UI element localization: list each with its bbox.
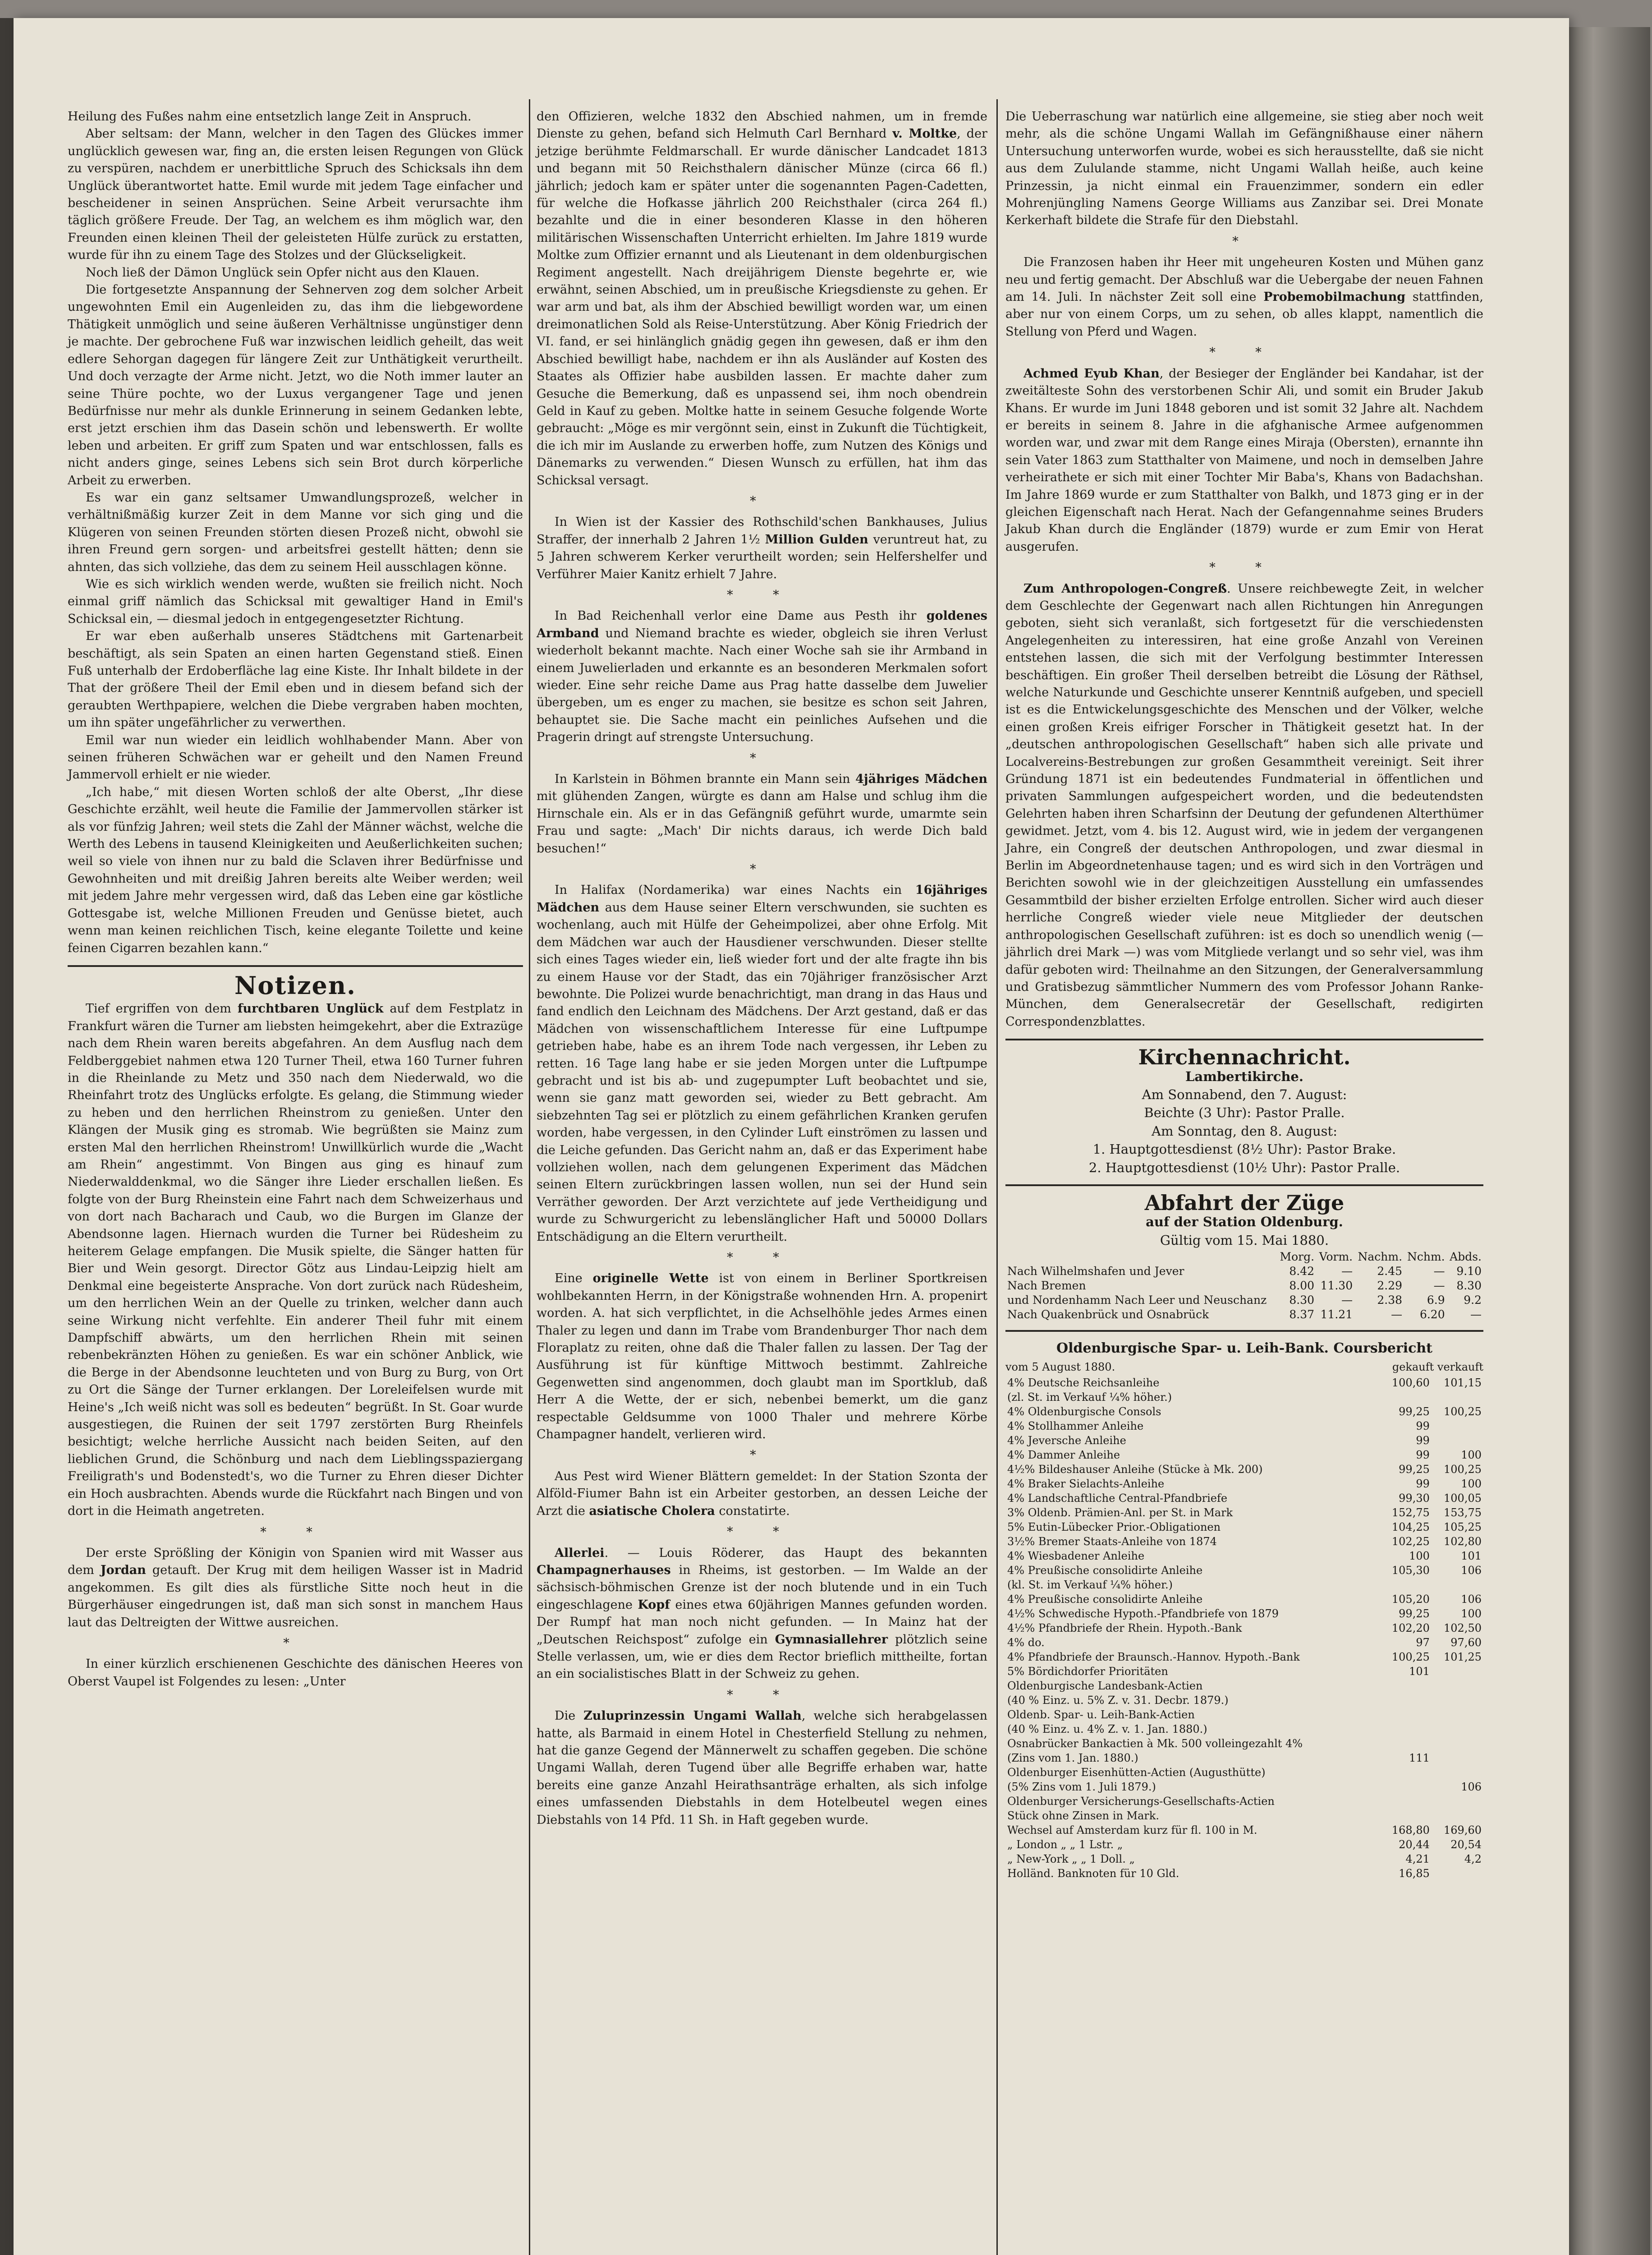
security-name: 4% Wiesbadener Anleihe [1007,1550,1145,1562]
kirchen-line: Am Sonnabend, den 7. August: [1142,1086,1347,1102]
security-name: 4½% Pfandbriefe der Rhein. Hypoth.-Bank [1007,1622,1242,1634]
paragraph: Wie es sich wirklich wenden werde, wußten sie freilich nicht. Noch einmal griff nämlich das Schicksal mit gewaltiger Hand in Emil's Schicksal ein, — diesmal jedoch in entgegengesetzter Richtung. [68,577,523,626]
security-name: (kl. St. im Verkauf ¼% höher.) [1007,1578,1173,1591]
table-row [1005,1679,1483,1693]
buy-price [1380,1707,1432,1722]
time-cell: 2.45 [1377,1265,1403,1278]
paragraph: Noch ließ der Dämon Unglück sein Opfer nicht aus den Klauen. [86,265,480,280]
time-cell: 8.30 [1456,1279,1482,1293]
time-cell: 8.37 [1289,1308,1315,1321]
sell-price: 102,50 [1444,1622,1482,1634]
buy-price: 111 [1409,1752,1430,1764]
security-name: 4% Dammer Anleihe [1007,1449,1120,1461]
page-edge [1569,27,1650,2255]
kirchen-heading: Kirchennachricht. [1138,1045,1351,1070]
table-row [1005,1491,1483,1505]
sell-price [1432,1433,1483,1448]
security-name: 4% Braker Sielachts-Anleihe [1007,1477,1165,1490]
paragraph: Die Zuluprinzessin Ungami Wallah, welche sich herabgelassen hatte, als Barmaid in einem Hotel in Chesterfield Stellung zu nehmen, hat die ganze Gegend der Männerwelt zu schaffen gegeben. Die schöne Ungami Wallah, deren Tugend über alle Begriffe erhaben war, hatte bereits eine ganze Anzahl Heirathsanträge erhalten, als sich infolge eines umfassenden Diebstahls in dem Hotelbeutel wegen eines Diebstahls von 14 Pfd. 11 Sh. in Haft gegeben wurde. [537,1709,987,1827]
security-name: 4% Pfandbriefe der Braunsch.-Hannov. Hypoth.-Bank [1007,1651,1300,1663]
security-name: 4% Stollhammer Anleihe [1007,1420,1144,1432]
buy-price: 4,21 [1405,1853,1430,1865]
table-row [1005,1736,1483,1751]
buy-price: 99 [1416,1477,1430,1490]
security-name: Oldenburgische Landesbank-Actien [1007,1680,1203,1692]
cours-col-header: gekauft verkauft [1392,1360,1483,1373]
paragraph: den Offizieren, welche 1832 den Abschied nahmen, um in fremde Dienste zu gehen, befand sich Helmuth Carl Bernhard v. Moltke, der jetzige berühmte Feldmarschall. Er wurde dänischer Landcadet 1813 und begann mit 50 Reichsthalern dänischer Münze (circa 66 fl.) jährlich; jedoch kam er später unter die sogenannten Pagen-Cadetten, für welche die Hofkasse jährlich 200 Reichsthaler (circa 264 fl.) bezahlte und die in einer besonderen Klasse in den höheren militärischen Wissenschaften Unterricht erhielten. Im Jahre 1819 wurde Moltke zum Offizier ernannt und als Lieutenant in dem oldenburgischen Regiment angestellt. Nach dreijährigem Dienste begehrte er, wie erwähnt, seinen Abschied, um in preußische Kriegsdienste zu gehen. Er war arm und bat, als ihm der Abschied bewilligt worden war, um einen dreimonatlichen Sold als Reise-Unterstützung. Aber König Friedrich der VI. fand, er sei hinlänglich gnädig gegen ihn gewesen, daß er ihm den Abschied bewilligt habe, nachdem er ihn als Ausländer auf Kosten des Staates als Offizier habe ausbilden lassen. Er machte daher zum Gesuche die Bemerkung, daß es unpassend sei, ihm noch obendrein Geld in Kauf zu geben. Moltke hatte in seinem Gesuche folgende Worte gebraucht: „Möge es mir vergönnt sein, einst in Zukunft die Tüchtigkeit, die ich mir im Auslande zu erwerben hoffe, zum Nutzen des Königs und Dänemarks zu verwenden.“ Diesen Wunsch zu erfüllen, hat ihm das Schicksal versagt. [537,110,987,488]
buy-price: 102,25 [1391,1535,1430,1548]
security-name: 4½% Bildeshauser Anleihe (Stücke à Mk. 200) [1007,1463,1263,1476]
table-row [1005,1404,1483,1419]
column-2 [537,108,987,1829]
table-row [1005,1462,1483,1477]
table-row [1005,1390,1483,1404]
paragraph: Eine originelle Wette ist von einem in Berliner Sportkreisen wohlbekannten Herrn, in der Königstraße wohnenden Hrn. A. propenirt worden. A. hat sich verpflichtet, in die Achselhöhle jedes Armes einen Thaler zu legen und dann im Trabe vom Brandenburger Thor nach dem Floraplatz zu reiten, ohne daß die Thaler fallen zu lassen. Der Tag der Ausführung ist für künftige Mittwoch bestimmt. Zahlreiche Gegenwetten sind angenommen, doch glaubt man im Sportklub, daß Herr A die Wette, der er sich, nebenbei bemerkt, um die ganz respectable Geldsumme von 1000 Thaler und mehrere Körbe Champagner handelt, verlieren wird. [537,1271,987,1442]
sell-price: 100,05 [1444,1492,1482,1505]
time-cell: 6.9 [1427,1293,1445,1307]
table-row [1005,1448,1483,1462]
buy-price: 99 [1416,1420,1430,1432]
sell-price: 101 [1461,1550,1482,1562]
table-row [1005,1376,1483,1390]
table-row [1005,1780,1483,1794]
security-name: „ London „ „ 1 Lstr. „ [1007,1838,1123,1851]
buy-price [1380,1722,1432,1736]
table-row [1005,1650,1483,1664]
sell-price [1432,1866,1483,1881]
table-row [1005,1592,1483,1606]
security-name: 5% Bördichdorfer Prioritäten [1007,1665,1168,1678]
time-cell: 8.30 [1289,1293,1315,1307]
buy-price [1380,1578,1432,1592]
cours-heading: Oldenburgische Spar- u. Leih-Bank. Coursbericht [1056,1340,1433,1357]
paragraph: Allerlei. — Louis Röderer, das Haupt des bekannten Champagnerhauses in Rheims, ist gestorben. — Im Walde an der sächsisch-böhmischen Grenze ist der noch blutende und in ein Tuch eingeschlagene Kopf eines etwa 60jährigen Mannes gefunden worden. Der Rumpf hat man noch nicht gefunden. — In Mainz hat der „Deutschen Reichspost“ zufolge ein Gymnasiallehrer plötzlich seine Stelle verlassen, um, wie er dies dem Rector brieflich mittheilte, fortan an ein socialistisches Blatt in der Schweiz zu gehen. [537,1546,988,1681]
table-row [1005,1765,1483,1780]
buy-price [1380,1765,1432,1780]
security-name: 3½% Bremer Staats-Anleihe von 1874 [1007,1535,1217,1548]
binding-gutter [0,18,14,2255]
table-row [1005,1264,1483,1279]
security-name: Stück ohne Zinsen in Mark. [1007,1809,1160,1822]
buy-price: 99 [1416,1434,1430,1447]
time-cell: — [1341,1265,1353,1278]
sell-price [1432,1679,1483,1693]
security-name: 4% Oldenburgische Consols [1007,1405,1161,1418]
table-row [1005,1707,1483,1722]
sell-price [1432,1722,1483,1736]
column-3 [1005,108,1483,1881]
sell-price: 100,25 [1444,1463,1482,1476]
table-row [1005,1477,1483,1491]
buy-price: 100,60 [1391,1376,1430,1389]
paragraph: Tief ergriffen von dem furchtbaren Unglück auf dem Festplatz in Frankfurt wären die Turner am liebsten heimgekehrt, aber die Extrazüge nach dem Rhein waren bereits abgefahren. An dem Ausflug nach dem Feldberggebiet nahmen etwa 120 Turner Theil, etwa 160 Turner fuhren in die Rheinlande zu Metz und 350 nach dem Niederwald, wo die Rheinfahrt trotz des Unglücks erfolgte. Es gelang, die Stimmung wieder zu heben und den herrlichen Rheinstrom zu genießen. Unter den Klängen der Musik ging es stromab. Wie begrüßten sie Mainz zum ersten Mal den herrlichen Rheinstrom! Unwillkürlich wurde die „Wacht am Rhein“ angestimmt. Von Bingen aus ging es hinauf zum Niederwalddenkmal, wo die Sänger ihre Lieder erschallen ließen. Es folgte von der Burg Rheinstein eine Fahrt nach dem Schweizerhaus und von dort nach Bacharach und Caub, wo die Burgen im Glanze der Abendsonne lagen. Hiernach wurden die Turner bei Rüdesheim zu heiterem Gelage empfangen. Die Musik spielte, die Sänger hatten für Bier und Wein gesorgt. Director Götz aus Lindau-Leipzig hielt am Denkmal eine begeisterte Ansprache. Von dort zurück nach Rüdesheim, um den herrlichen Wein an der Quelle zu trinken, welcher dann auch seine Wirkung nicht verfehlte. Ein anderer Theil fuhr mit einem Dampfschiff abwärts, um den herrlichen Rhein mit seinen rebenbekränzten Höhen zu genießen. Es war ein schöner Anblick, wie die Berge in der Abendsonne leuchteten und von Burg zu Burg, von Ort zu Ort die Sänge der Turner erklangen. Der Loreleifelsen wurde mit Heine's „Ich weiß nicht was soll es bedeuten“ begrüßt. In St. Goar wurde ausgestiegen, die Ruinen der seit 1797 zerstörten Burg Rheinfels besichtigt; welche herrliche Aussicht nach beiden Seiten, auf den lieblichen Grund, die Schönburg und nach dem Lieblingsspaziergang Freiligrath's und Bodenstedt's, wo die Turner zu Ehren dieser Dichter ein Hoch ausbrachten. Abends wurde die Rückfahrt nach Bingen und von dort in die Heimath angetreten. [68,1002,523,1519]
time-cell: — [1433,1279,1445,1293]
security-name: 4½% Schwedische Hypoth.-Pfandbriefe von 1879 [1007,1607,1279,1620]
table-row [1005,1293,1483,1307]
table-row [1005,1549,1483,1563]
sell-price: 100 [1461,1477,1482,1490]
buy-price [1380,1390,1432,1404]
time-cell: 8.00 [1289,1279,1315,1293]
time-cell: — [1341,1293,1353,1307]
time-cell: 6.20 [1419,1308,1445,1321]
buy-price: 99,25 [1399,1607,1430,1620]
sell-price [1432,1736,1483,1751]
time-cell: 11.30 [1320,1279,1353,1293]
separator-stars: * * [260,1525,330,1539]
paragraph: Er war eben außerhalb unseres Städtchens mit Gartenarbeit beschäftigt, als sein Spaten an einen harten Gegenstand stieß. Einen Fuß unterhalb der Erdoberfläche lag eine Kiste. Ihr Inhalt bildete in der That der größere Theil der Emil eben und in diesem befand sich der geraubten Werthpapiere, welchen die Diebe vergraben haben mochten, um ihn später ungefährlicher zu verwerthen. [68,629,523,730]
security-name: (40 % Einz. u. 5% Z. v. 31. Decbr. 1879.) [1007,1694,1229,1707]
table-row [1005,1866,1483,1881]
sell-price: 153,75 [1444,1506,1482,1519]
security-name: (5% Zins vom 1. Juli 1879.) [1007,1781,1156,1793]
time-cell: 2.38 [1377,1293,1403,1307]
security-name: 4% Landschaftliche Central-Pfandbriefe [1007,1492,1228,1505]
newspaper-page [14,18,1569,2255]
abfahrt-subheading: auf der Station Oldenburg. [1146,1214,1343,1230]
sell-price [1432,1390,1483,1404]
paragraph: In einer kürzlich erschienenen Geschichte des dänischen Heeres von Oberst Vaupel ist Folgendes zu lesen: „Unter [68,1657,523,1689]
separator-stars: * * [727,588,797,602]
paragraph: In Karlstein in Böhmen brannte ein Mann sein 4jähriges Mädchen mit glühenden Zangen, würgte es dann am Halse und schlug ihm die Hirnschale ein. Als er in das Gefängniß geführt wurde, umarmte sein Frau und sagte: „Mach' Dir nichts daraus, ich werde Dich bald besuchen!“ [537,772,987,856]
sell-price [1432,1693,1483,1707]
table-row [1005,1505,1483,1520]
buy-price [1380,1736,1432,1751]
column-header: Vorm. [1319,1250,1353,1264]
cours-table [1005,1376,1483,1881]
paragraph: Die Franzosen haben ihr Heer mit ungeheuren Kosten und Mühen ganz neu und fertig gemacht. Der Abschluß war die Uebergabe der neuen Fahnen am 14. Juli. In nächster Zeit soll eine Probemobilmachung stattfinden, aber nur von einem Corps, um zu sehen, ob alles klappt, namentlich die Stellung von Pferd und Wagen. [1005,255,1483,339]
table-row [1005,1419,1483,1433]
security-name: „ New-York „ „ 1 Doll. „ [1007,1853,1135,1865]
buy-price: 101 [1409,1665,1430,1678]
column-header: Nachm. [1358,1250,1403,1264]
sell-price: 20,54 [1450,1838,1482,1851]
table-row [1005,1279,1483,1293]
separator-stars: * * [727,1688,797,1702]
separator-stars: * * [1209,561,1280,575]
security-name: Wechsel auf Amsterdam kurz für fl. 100 in M. [1007,1824,1257,1836]
sell-price: 102,80 [1444,1535,1482,1548]
timetable-header [1005,1250,1483,1264]
cours-date: vom 5 August 1880. [1005,1360,1115,1373]
buy-price: 99,25 [1399,1463,1430,1476]
time-cell: 8.42 [1289,1265,1315,1278]
separator-star: * [750,494,774,508]
column-1 [68,108,523,1690]
separator-star: * [750,862,774,877]
security-name: Osnabrücker Bankactien à Mk. 500 volleingezahlt 4% [1007,1737,1303,1750]
table-row [1005,1578,1483,1592]
table-row [1005,1751,1483,1765]
separator-star: * [750,1448,774,1463]
separator-star: * [750,751,774,765]
separator-star: * [283,1636,307,1650]
table-row [1005,1693,1483,1707]
paragraph: Aber seltsam: der Mann, welcher in den Tagen des Glückes immer unglücklich gewesen war, fing an, die ersten leisen Regungen von Glück zu verspüren, nachdem er unerbittliche Spruch des Schicksals ihn dem Unglück überantwortet hatte. Emil wurde mit jedem Tage einfacher und bescheidener in seinen Ansprüchen. Seine Arbeit verursachte ihm täglich größere Freude. Der Tag, an welchem es ihm möglich war, den Freunden einen kleinen Theil der geleisteten Hülfe zurück zu erstatten, wurde für ihn zu einem Tage des Stolzes und der Glückseligkeit. [68,127,523,262]
sell-price: 106 [1461,1781,1482,1793]
abfahrt-heading: Abfahrt der Züge [1144,1190,1345,1215]
table-row [1005,1307,1483,1322]
time-cell: 9.2 [1464,1293,1482,1307]
abfahrt-valid: Gültig vom 15. Mai 1880. [1160,1232,1329,1248]
table-row [1005,1433,1483,1448]
kirchen-line: Beichte (3 Uhr): Pastor Pralle. [1144,1105,1345,1121]
security-name: Oldenburger Versicherungs-Gesellschafts-Actien [1007,1795,1275,1808]
time-cell: 9.10 [1456,1265,1482,1278]
sell-price: 100,25 [1444,1405,1482,1418]
buy-price: 105,20 [1391,1593,1430,1606]
paragraph: Zum Anthropologen-Congreß. Unsere reichbewegte Zeit, in welcher dem Geschlechte der Gegenwart nach allen Richtungen hin Anregungen geboten, sieht sich veranlaßt, sich fortgesetzt für die verschiedensten Angelegenheiten zu interessiren, hat eine große Anzahl von Vereinen entstehen lassen, die sich mit der Verfolgung bestimmter Interessen beschäftigen. Ein großer Theil derselben betreibt die Lösung der Räthsel, welche Naturkunde und Geschichte unserer Kenntniß aufgeben, und speciell ist es die Entwickelungsgeschichte des Menschen und der Völker, welche einen großen Kreis eifriger Forscher in Thätigkeit gesetzt hat. In der „deutschen anthropologischen Gesellschaft“ haben sich alle private und Localvereins-Bestrebungen zur großen Gesammtheit vereinigt. Seit ihrer Gründung 1871 ist ein bedeutendes Fundmaterial in öffentlichen und privaten Sammlungen aufgespeichert worden, und die bedeutendsten Gelehrten haben ihren Scharfsinn der Deutung der gefundenen Alterthümer gewidmet. Jetzt, vom 4. bis 12. August wird, wie in jedem der vergangenen Jahre, ein Congreß der deutschen Anthropologen, und zwar diesmal in Berlin im Abgeordnetenhause tagen; und es wird sich in den Vorträgen und Berichten sowohl wie in der gleichzeitigen Ausstellung ein umfassendes Gesammtbild der bisher erzielten Erfolge entrollen. Sicher wird auch dieser herrliche Congreß wieder viele neue Mitglieder der deutschen anthropologischen Gesellschaft zuführen: ist es doch so unendlich wenig (— jährlich drei Mark —) was vom Mitgliede verlangt und so sehr viel, was ihm dafür geboten wird: Theilnahme an den Sitzungen, der Generalversammlung und Gratisbezug sämmtlicher Nummern des vom Professor Johann Ranke-München, dem Generalsecretär der Gesellschaft, redigirten Correspondenzblattes. [1005,581,1483,1029]
buy-price: 152,75 [1391,1506,1430,1519]
security-name: 4% Jeversche Anleihe [1007,1434,1126,1447]
destination: Nach Quakenbrück und Osnabrück [1007,1308,1209,1321]
table-row [1005,1563,1483,1578]
buy-price [1380,1809,1432,1823]
table-row [1005,1606,1483,1621]
security-name: Oldenb. Spar- u. Leih-Bank-Actien [1007,1708,1195,1721]
sell-price [1432,1578,1483,1592]
separator-star: * [1232,234,1257,249]
column-rule-1 [529,99,530,2255]
table-row [1005,1722,1483,1736]
destination: und Nordenhamm Nach Leer und Neuschanz [1007,1293,1267,1307]
kirchen-line: 2. Hauptgottesdienst (10½ Uhr): Pastor Pralle. [1088,1160,1400,1175]
buy-price: 20,44 [1399,1838,1430,1851]
security-name: (Zins vom 1. Jan. 1880.) [1007,1752,1138,1764]
paragraph: Aus Pest wird Wiener Blättern gemeldet: In der Station Szonta der Alföld-Fiumer Bahn ist ein Arbeiter gestorben, an dessen Leiche der Arzt die asiatische Cholera constatirte. [537,1469,987,1518]
notizen-heading: Notizen. [234,971,356,1000]
buy-price [1380,1780,1432,1794]
sell-price: 105,25 [1444,1521,1482,1533]
sell-price: 97,60 [1450,1636,1482,1649]
time-cell: — [1433,1265,1445,1278]
sell-price [1432,1765,1483,1780]
time-cell: — [1470,1308,1482,1321]
cours-subheader [1005,1358,1483,1376]
separator-stars: * * [1209,345,1280,360]
security-name: 3% Oldenb. Prämien-Anl. per St. in Mark [1007,1506,1233,1519]
security-name: 5% Eutin-Lübecker Prior.-Obligationen [1007,1521,1221,1533]
sell-price [1432,1794,1483,1809]
security-name: 4% Preußische consolidirte Anleihe [1007,1564,1203,1577]
table-row [1005,1823,1483,1837]
security-name: Holländ. Banknoten für 10 Gld. [1007,1867,1179,1880]
separator-stars: * * [727,1525,797,1539]
paragraph: „Ich habe,“ mit diesen Worten schloß der alte Oberst, „Ihr diese Geschichte erzählt, weil heute die Familie der Jammervollen stärker ist als vor fünfzig Jahren; weil stets die Zahl der Männer wächst, welche die Werth des Lebens in tausend Kleinigkeiten und Aeußerlichkeiten suchen; weil so viele von ihnen nur zu bald die Sclaven ihrer Bedürfnisse und Gewohnheiten und mit dreißig Jahren bereits alte Weiber werden; weil mit jedem Jahre mehr vergessen wird, daß das Leben eine gar köstliche Gottesgabe ist, welche Millionen Freuden und Genüsse bietet, auch wenn man keinen reichlichen Tisch, keine elegante Toilette und keine feinen Cigarren bezahlen kann.“ [68,785,523,955]
security-name: (zl. St. im Verkauf ¼% höher.) [1007,1391,1172,1404]
sell-price [1432,1751,1483,1765]
paragraph: In Bad Reichenhall verlor eine Dame aus Pesth ihr goldenes Armband und Niemand brachte es wieder, obgleich sie ihren Verlust wiederholt bekannt machte. Nach einer Woche sah sie ihr Armband in einem Juwelierladen und erkannte es an besonderen Merkmalen sofort wieder. Eine sehr reiche Dame aus Prag hatte dasselbe dem Juwelier übergeben, um es enger zu machen, sie besitze es schon seit Jahren, behauptet sie. Die Sache macht ein peinliches Aufsehen und die Pragerin dringt auf strengste Untersuchung. [537,609,987,745]
column-rule-2 [996,99,998,2255]
table-row [1005,1837,1483,1852]
buy-price [1380,1794,1432,1809]
timetable [1005,1250,1483,1322]
buy-price: 99,25 [1399,1405,1430,1418]
security-name: 4% do. [1007,1636,1045,1649]
security-name: (40 % Einz. u. 4% Z. v. 1. Jan. 1880.) [1007,1723,1207,1735]
sell-price: 100 [1461,1607,1482,1620]
paragraph: Achmed Eyub Khan, der Besieger der Engländer bei Kandahar, ist der zweitälteste Sohn des verstorbenen Schir Ali, und somit ein Bruder Jakub Khans. Er wurde im Juni 1848 geboren und ist somit 32 Jahre alt. Nachdem er bereits in seinem 8. Jahre in die afghanische Armee aufgenommen worden war, und zwar mit dem Range eines Miraja (Obersten), ernannte ihn sein Vater 1863 zum Statthalter von Maimene, und noch in demselben Jahre verheirathete er sich mit einer Tochter Mir Baba's, Khans von Badachshan. Im Jahre 1869 wurde er zum Statthalter von Balkh, und 1873 ging er in der gleichen Eigenschaft nach Herat. Nach der Gefangennahme seines Bruders Jakub Khan durch die Engländer (1879) wurde er zum Emir von Herat ausgerufen. [1005,366,1484,554]
section-rule [1005,1184,1483,1186]
column-header: Morg. [1280,1250,1315,1264]
sell-price [1432,1664,1483,1679]
paragraph: Die Ueberraschung war natürlich eine allgemeine, sie stieg aber noch weit mehr, als die schöne Ungami Wallah im Gefängnißhause einer nähern Untersuchung unterworfen wurde, wobei es sich herausstellte, daß sie nicht aus dem Zululande stamme, nicht Ungami Wallah heiße, auch keine Prinzessin, ja nicht einmal ein Frauenzimmer, sondern ein edler Mohrenjüngling Namens George Williams aus Zanzibar sei. Drei Monate Kerkerhaft bildete die Strafe für den Diebstahl. [1005,110,1483,228]
column-header: Abds. [1450,1250,1482,1264]
table-row [1005,1664,1483,1679]
buy-price: 105,30 [1391,1564,1430,1577]
table-row [1005,1852,1483,1866]
table-row [1005,1621,1483,1635]
paragraph: Heilung des Fußes nahm eine entsetzlich lange Zeit in Anspruch. [68,110,472,124]
buy-price [1380,1679,1432,1693]
section-rule [1005,1330,1483,1332]
sell-price: 106 [1461,1593,1482,1606]
section-rule [1005,1039,1483,1040]
sell-price [1432,1809,1483,1823]
sell-price: 106 [1461,1564,1482,1577]
buy-price: 16,85 [1399,1867,1430,1880]
buy-price: 100 [1409,1550,1430,1562]
buy-price: 168,80 [1391,1824,1430,1836]
column-header: Nchm. [1407,1250,1445,1264]
buy-price: 97 [1416,1636,1430,1649]
destination: Nach Bremen [1007,1279,1086,1293]
buy-price [1380,1693,1432,1707]
paragraph: Emil war nun wieder ein leidlich wohlhabender Mann. Aber von seinen früheren Schwächen war er geheilt und den Namen Freund Jammervoll erhielt er nie wieder. [68,733,523,782]
sell-price: 101,25 [1444,1651,1482,1663]
paragraph: In Wien ist der Kassier des Rothschild'schen Bankhauses, Julius Straffer, der innerhalb 2 Jahren 1½ Million Gulden veruntreut hat, zu 5 Jahren schwerem Kerker verurtheilt worden; sein Helfershelfer und Verführer Maier Kanitz erhielt 7 Jahre. [537,515,988,581]
section-rule [68,965,523,967]
buy-price: 100,25 [1391,1651,1430,1663]
time-cell: 2.29 [1377,1279,1403,1293]
sell-price: 4,2 [1464,1853,1482,1865]
paragraph: Der erste Sprößling der Königin von Spanien wird mit Wasser aus dem Jordan getauft. Der Krug mit dem heiligen Wasser ist in Madrid angekommen. Es gilt dies als fürstliche Sitte noch heut in die Bürgerhäuser eingedrungen ist, daß man sich sonst in manchem Haus laut das Deltreigten der Wittwe ausreichen. [68,1546,523,1629]
buy-price: 99,30 [1399,1492,1430,1505]
paragraph: Die fortgesetzte Anspannung der Sehnerven zog dem solcher Arbeit ungewohnten Emil ein Augenleiden zu, das ihm die liebgewordene Thätigkeit unmöglich und seine äußeren Verhältnisse ungünstiger denn je machte. Der gebrochene Fuß war inzwischen leidlich geheilt, das weit edlere Sehorgan dagegen für längere Zeit zur Unthätigkeit verurtheilt. Und doch verzagte der Arme nicht. Jetzt, wo die Noth immer lauter an seine Thüre pochte, wo der Luxus vergangener Tage und jenen Bedürfnisse nur mehr als dunkle Erinnerung in seinem Gedanken lebte, erst jetzt erschien ihm das Dasein schön und lebenswerth. Er wollte leben und arbeiten. Er griff zum Spaten und war entschlossen, falls es nicht anders ginge, seines Lebens sich sein Brot durch körperliche Arbeit zu erwerben. [68,283,523,488]
sell-price: 101,15 [1444,1376,1482,1389]
kirchen-line: Am Sonntag, den 8. August: [1152,1123,1337,1139]
security-name: 4% Deutsche Reichsanleihe [1007,1376,1160,1389]
buy-price: 99 [1416,1449,1430,1461]
church-name: Lambertikirche. [1185,1068,1303,1084]
table-row [1005,1794,1483,1809]
sell-price: 100 [1461,1449,1482,1461]
buy-price: 102,20 [1391,1622,1430,1634]
sell-price [1432,1419,1483,1433]
sell-price [1432,1707,1483,1722]
table-row [1005,1534,1483,1549]
paragraph: Es war ein ganz seltsamer Umwandlungsprozeß, welcher in verhältnißmäßig kurzer Zeit in dem Manne vor sich ging und die Klügeren von seinen Freunden störten diesen Prozeß nicht, obwohl sie ihren Freund gern sorgen- und arbeitsfrei gestellt hätten; denn sie ahnten, das sich vollziehe, das dem zu seinem Heil ausschlagen könne. [68,490,523,574]
security-name: 4% Preußische consolidirte Anleihe [1007,1593,1203,1606]
buy-price: 104,25 [1391,1521,1430,1533]
table-row [1005,1635,1483,1650]
kirchen-line: 1. Hauptgottesdienst (8½ Uhr): Pastor Brake. [1092,1141,1396,1157]
security-name: Oldenburger Eisenhütten-Actien (Augusthütte) [1007,1766,1266,1779]
separator-stars: * * [727,1251,797,1265]
time-cell: — [1391,1308,1403,1321]
sell-price: 169,60 [1444,1824,1482,1836]
time-cell: 11.21 [1320,1308,1353,1321]
table-row [1005,1520,1483,1534]
destination: Nach Wilhelmshafen und Jever [1007,1265,1184,1278]
paragraph: In Halifax (Nordamerika) war eines Nachts ein 16jähriges Mädchen aus dem Hause seiner Eltern verschwunden, sie suchten es wochenlang, auch mit Hülfe der Geheimpolizei, aber ohne Erfolg. Mit dem Mädchen war auch der Hausdiener verschwunden. Dieser stellte sich eines Tages wieder ein, ließ wieder fort und der alte fragte ihn bis zu einem Hause vor der Stadt, das ein 70jähriger französischer Arzt bewohnte. Die Polizei wurde benachrichtigt, man drang in das Haus und fand endlich den Leichnam des Mädchens. Der Arzt gestand, daß er das Mädchen von wissenschaftlichem Interesse für eine Luftpumpe getrieben habe, habe es an ihrem Tode nach vergessen, ihr Leben zu retten. 16 Tage lang habe er sie jeden Morgen unter die Luftpumpe gebracht und ist bis ab- und zugepumpter Luft beobachtet und sie, wenn sie ganz matt geworden sei, wieder zu Bett gebracht. Am siebzehnten Tag sei er plötzlich zu einem gefährlichen Kranken gerufen worden, habe vergessen, in den Cylinder Luft einströmen zu lassen und die Leiche gefunden. Das Gericht nahm an, daß er das Experiment habe vollziehen wollen, nach dem gelungenen Experiment das Mädchen seinen Eltern zurückbringen lassen wollen, nun sei der Hund sein Verräther geworden. Der Arzt verzichtete auf jede Vertheidigung und wurde zu Schwurgericht zu lebenslänglicher Haft und 50000 Dollars Entschädigung an die Eltern verurtheilt. [537,883,987,1244]
table-row [1005,1809,1483,1823]
